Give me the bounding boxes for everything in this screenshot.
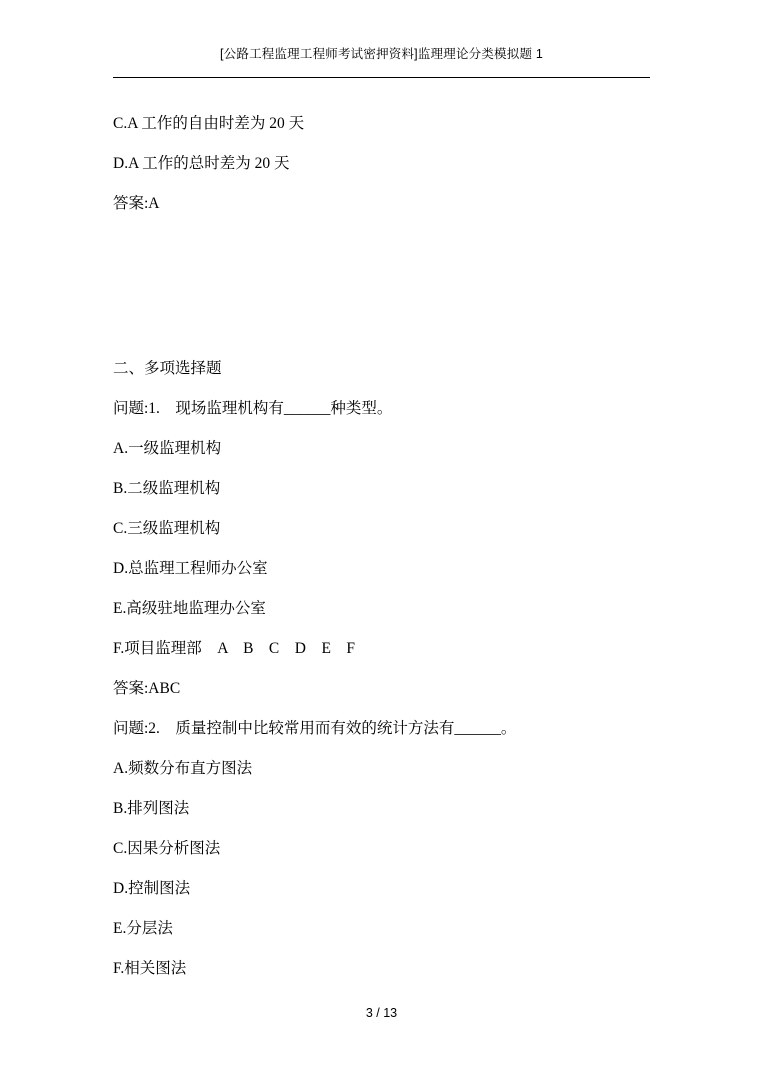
question-block-1 [113,389,650,709]
question-stem: 问题:1. 现场监理机构有______种类型。 [113,400,393,417]
header-divider [113,77,650,78]
document-header [0,0,763,62]
answer-option-c: C.A 工作的自由时差为 20 天 [113,115,305,132]
option-b: B.二级监理机构 [113,480,221,497]
page-number: 3 / 13 [365,1006,398,1020]
option-d: D.总监理工程师办公室 [113,560,268,577]
header-title: [公路工程监理工程师考试密押资料]监理理论分类模拟题 1 [220,47,543,61]
option-a: A.频数分布直方图法 [113,760,253,777]
answer-option-d: D.A 工作的总时差为 20 天 [113,155,290,172]
option-c: C.三级监理机构 [113,520,221,537]
option-f: F.相关图法 [113,960,187,977]
document-content [0,104,763,989]
answer-label: 答案:A [113,195,160,212]
option-b: B.排列图法 [113,800,190,817]
section-gap [113,224,650,349]
option-d: D.控制图法 [113,880,191,897]
option-a: A.一级监理机构 [113,440,222,457]
question-stem: 问题:2. 质量控制中比较常用而有效的统计方法有______。 [113,720,517,737]
page-footer [0,1006,763,1020]
option-e: E.分层法 [113,920,173,937]
section-title: 二、多项选择题 [113,360,222,377]
question-block-2 [113,709,650,989]
option-e: E.高级驻地监理办公室 [113,600,266,617]
question-answer: 答案:ABC [113,680,181,697]
option-f: F.项目监理部 A B C D E F [113,640,356,657]
option-c: C.因果分析图法 [113,840,221,857]
